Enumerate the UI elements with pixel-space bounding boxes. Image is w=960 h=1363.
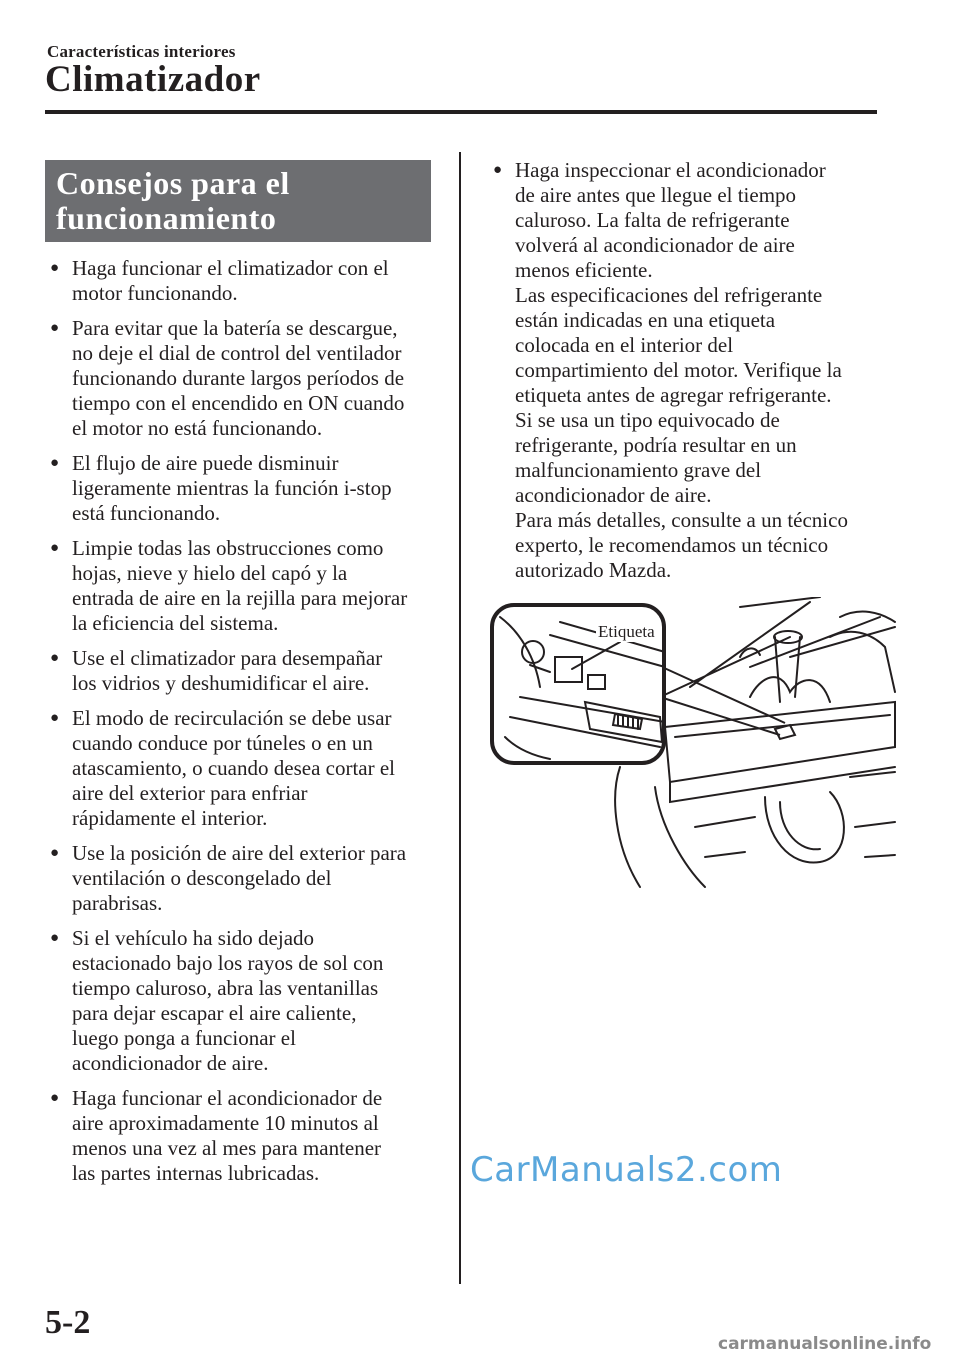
section-heading-box bbox=[45, 160, 431, 242]
bullet-icon: ● bbox=[50, 540, 60, 556]
tip-text: Para evitar que la batería se descargue, no deje el dial de control del ventilador funcionando durante largos períodos de tiempo con el encendido en ON cuando el motor no está funcionando. bbox=[72, 316, 405, 440]
section-heading-line1: Consejos para el bbox=[56, 165, 290, 201]
tip-text: Use la posición de aire del exterior para ventilación o descongelado del parabrisas. bbox=[72, 841, 407, 915]
tip-text: Limpie todas las obstrucciones como hojas, nieve y hielo del capó y la entrada de aire en la rejilla para mejorar la eficiencia del sistema. bbox=[72, 536, 408, 635]
tip-item bbox=[490, 158, 880, 583]
tip-item bbox=[47, 706, 437, 831]
tip-item bbox=[47, 841, 437, 916]
tip-text: El modo de recirculación se debe usar cuando conduce por túneles o en un atascamiento, o cuando desea cortar el aire del exterior para enfriar rápidamente el interior. bbox=[72, 706, 396, 830]
bullet-icon: ● bbox=[50, 260, 60, 276]
bullet-icon: ● bbox=[50, 845, 60, 861]
bullet-icon: ● bbox=[50, 650, 60, 666]
page-title: Climatizador bbox=[45, 59, 261, 100]
bullet-icon: ● bbox=[50, 1090, 60, 1106]
engine-compartment-illustration bbox=[490, 597, 900, 892]
label-callout: Etiqueta bbox=[598, 622, 655, 641]
tip-item bbox=[47, 536, 437, 636]
bullet-icon: ● bbox=[50, 710, 60, 726]
tip-text: Si el vehículo ha sido dejado estacionado bajo los rayos de sol con tiempo caluroso, abra las ventanillas para dejar escapar el aire caliente, luego ponga a funcionar el acondicionador de aire. bbox=[72, 926, 384, 1075]
section-label: Características interiores bbox=[47, 42, 236, 61]
section-heading-line2: funcionamiento bbox=[56, 200, 277, 236]
tip-text: Use el climatizador para desempañar los vidrios y deshumidificar el aire. bbox=[72, 646, 383, 695]
tip-item bbox=[47, 1086, 437, 1186]
tip-item bbox=[47, 926, 437, 1076]
tip-item bbox=[47, 316, 437, 441]
title-rule bbox=[45, 110, 877, 114]
tip-text: Haga funcionar el climatizador con el motor funcionando. bbox=[72, 256, 389, 305]
tips-list-right bbox=[490, 158, 880, 583]
section-heading bbox=[56, 166, 290, 236]
watermark-logo: CarManuals2.com bbox=[470, 1150, 783, 1190]
bullet-icon: ● bbox=[493, 162, 503, 178]
tip-text: El flujo de aire puede disminuir ligeramente mientras la función i-stop está funcionando. bbox=[72, 451, 392, 525]
bullet-icon: ● bbox=[50, 455, 60, 471]
tip-text: Haga inspeccionar el acondicionador de aire antes que llegue el tiempo caluroso. La falta de refrigerante volverá al acondicionador de aire menos eficiente. Las especificaciones del refrigerante están indicadas en una etiqueta colocada en el interior del compartimiento del motor. Verifique la etiqueta antes de agregar refrigerante. Si se usa un tipo equivocado de refrigerante, podría resultar en un malfuncionamiento grave del acondicionador de aire. Para más detalles, consulte a un técnico experto, le recomendamos un técnico autorizado Mazda. bbox=[515, 158, 848, 582]
tips-list-left bbox=[47, 256, 437, 1196]
tip-item bbox=[47, 451, 437, 526]
page-number: 5-2 bbox=[45, 1304, 91, 1341]
bullet-icon: ● bbox=[50, 320, 60, 336]
tip-item bbox=[47, 256, 437, 306]
tip-text: Haga funcionar el acondicionador de aire aproximadamente 10 minutos al menos una vez al mes para mantener las partes internas lubricadas. bbox=[72, 1086, 383, 1185]
column-divider bbox=[459, 152, 461, 1284]
engine-compartment-drawing bbox=[490, 597, 900, 892]
footer-site-mark: carmanualsonline.info bbox=[718, 1334, 932, 1354]
tip-item bbox=[47, 646, 437, 696]
bullet-icon: ● bbox=[50, 930, 60, 946]
